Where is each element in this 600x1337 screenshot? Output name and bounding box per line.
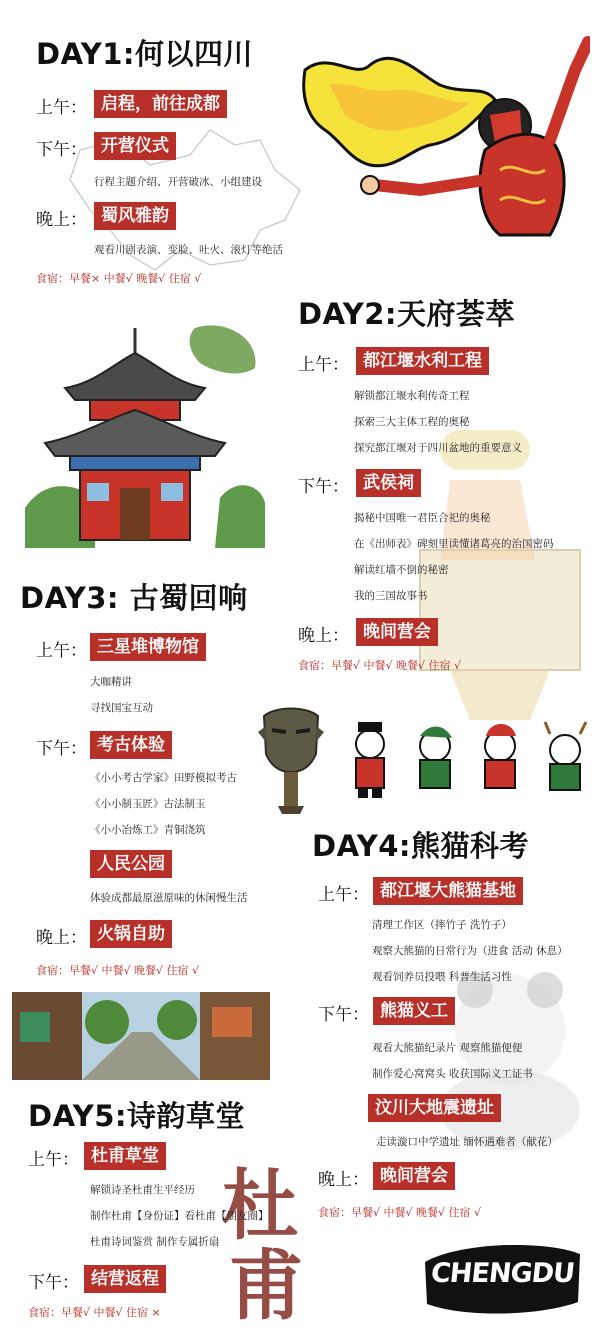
day5-morning-note: 解锁诗圣杜甫生平经历 <box>90 1184 195 1196</box>
day1-title: DAY1:何以四川 <box>36 37 254 71</box>
day2-title: DAY2:天府荟萃 <box>298 297 516 331</box>
day5-meals: 食宿：早餐√ 中餐√ 住宿 × <box>28 1306 161 1319</box>
day3-park-note: 体验成都最原滋原味的休闲慢生活 <box>90 892 248 904</box>
day3-afternoon-label: 下午： <box>36 739 87 759</box>
panda-characters-illustration <box>340 720 595 800</box>
opera-fire-breather-illustration <box>300 30 590 245</box>
day2-evening-activity: 晚间营会 <box>356 618 438 646</box>
day2-afternoon-note: 在《出师表》碑刻里读懂诸葛亮的治国密码 <box>354 538 554 550</box>
day4-morning-note: 观看饲养员投喂 科普生活习性 <box>372 971 512 983</box>
day4-quake-site-note: 走读漩口中学遗址 缅怀遇难者（献花） <box>376 1136 558 1148</box>
day2-afternoon-note: 解读红墙不倒的秘密 <box>354 564 449 576</box>
day1-evening-label: 晚上： <box>36 210 87 230</box>
day1-afternoon-label: 下午： <box>36 140 87 160</box>
day4-title: DAY4:熊猫科考 <box>312 829 530 863</box>
day3-afternoon-note: 《小小冶炼工》青铜浇筑 <box>90 824 206 836</box>
day4-afternoon-note: 制作爱心窝窝头 收获国际义工证书 <box>372 1068 533 1080</box>
day3-afternoon-note: 《小小考古学家》田野模拟考古 <box>90 772 237 784</box>
day5-afternoon-label: 下午： <box>28 1273 79 1293</box>
day2-evening-label: 晚上： <box>298 626 349 646</box>
day3-morning-note: 大咖精讲 <box>90 676 132 688</box>
kuanzhai-alley-photo <box>12 992 270 1080</box>
day3-title: DAY3: 古蜀回响 <box>20 581 248 615</box>
day5-title: DAY5:诗韵草堂 <box>28 1099 246 1133</box>
day4-afternoon-label: 下午： <box>318 1005 369 1025</box>
chengdu-logo <box>420 1232 585 1320</box>
day3-afternoon-note: 《小小制玉匠》古法制玉 <box>90 798 206 810</box>
day4-afternoon-note: 观看大熊猫纪录片 观察熊猫便便 <box>372 1042 523 1054</box>
day2-afternoon-note: 我的三国故事书 <box>354 590 428 602</box>
day2-afternoon-label: 下午： <box>298 477 349 497</box>
day1-evening-note: 观看川剧表演、变脸、吐火、滚灯等绝活 <box>94 244 283 256</box>
day3-afternoon-activity: 考古体验 <box>90 731 172 759</box>
day3-meals: 食宿：早餐√ 中餐√ 晚餐√ 住宿 √ <box>36 964 200 977</box>
pavilion-illustration <box>25 308 265 548</box>
day2-morning-note: 探究都江堰对于四川盆地的重要意义 <box>354 442 522 454</box>
day1-afternoon-note: 行程主题介绍、开营破冰、小组建设 <box>94 176 262 188</box>
day4-morning-note: 清理工作区（摔竹子 洗竹子） <box>372 919 512 931</box>
day5-morning-activity: 杜甫草堂 <box>84 1142 166 1170</box>
day3-evening-label: 晚上： <box>36 928 87 948</box>
day4-afternoon-activity: 熊猫义工 <box>373 997 455 1025</box>
day5-morning-note: 制作杜甫【身份证】看杜甫【朋友圈】 <box>90 1210 269 1222</box>
day4-meals: 食宿：早餐√ 中餐√ 晚餐√ 住宿 √ <box>318 1206 482 1219</box>
day3-park-activity: 人民公园 <box>90 850 172 878</box>
bronze-mask-illustration <box>258 702 324 814</box>
calligraphy-du: 杜 <box>222 1161 298 1250</box>
day2-morning-note: 探索三大主体工程的奥秘 <box>354 416 470 428</box>
day4-morning-label: 上午： <box>318 885 369 905</box>
day4-morning-activity: 都江堰大熊猫基地 <box>373 877 523 905</box>
day4-evening-label: 晚上： <box>318 1170 369 1190</box>
day5-afternoon-activity: 结营返程 <box>84 1265 166 1293</box>
day3-morning-activity: 三星堆博物馆 <box>90 633 206 661</box>
day2-afternoon-note: 揭秘中国唯一君臣合祀的奥秘 <box>354 512 491 524</box>
day1-meals: 食宿：早餐× 中餐√ 晚餐√ 住宿 √ <box>36 272 202 285</box>
day1-morning-label: 上午： <box>36 98 87 118</box>
day1-morning-activity: 启程，前往成都 <box>94 90 227 118</box>
day5-morning-note: 杜甫诗词鉴赏 制作专属折扇 <box>90 1236 220 1248</box>
day3-morning-note: 寻找国宝互动 <box>90 702 153 714</box>
day3-morning-label: 上午： <box>36 641 87 661</box>
day3-evening-activity: 火锅自助 <box>90 920 172 948</box>
day2-morning-note: 解锁都江堰水利传奇工程 <box>354 390 470 402</box>
day1-evening-activity: 蜀风雅韵 <box>94 202 176 230</box>
chengdu-logo-text: CHENGDU <box>429 1258 576 1289</box>
day4-morning-note: 观察大熊猫的日常行为（进食 活动 休息） <box>372 945 568 957</box>
day2-afternoon-activity: 武侯祠 <box>356 469 421 497</box>
day4-evening-activity: 晚间营会 <box>373 1162 455 1190</box>
calligraphy-fu: 甫 <box>228 1241 304 1330</box>
day5-morning-label: 上午： <box>28 1150 79 1170</box>
day1-afternoon-activity: 开营仪式 <box>94 132 176 160</box>
day2-morning-activity: 都江堰水利工程 <box>356 347 489 375</box>
day2-morning-label: 上午： <box>298 355 349 375</box>
day2-meals: 食宿：早餐√ 中餐√ 晚餐√ 住宿 √ <box>298 659 462 672</box>
day4-quake-site-activity: 汶川大地震遗址 <box>368 1094 501 1122</box>
